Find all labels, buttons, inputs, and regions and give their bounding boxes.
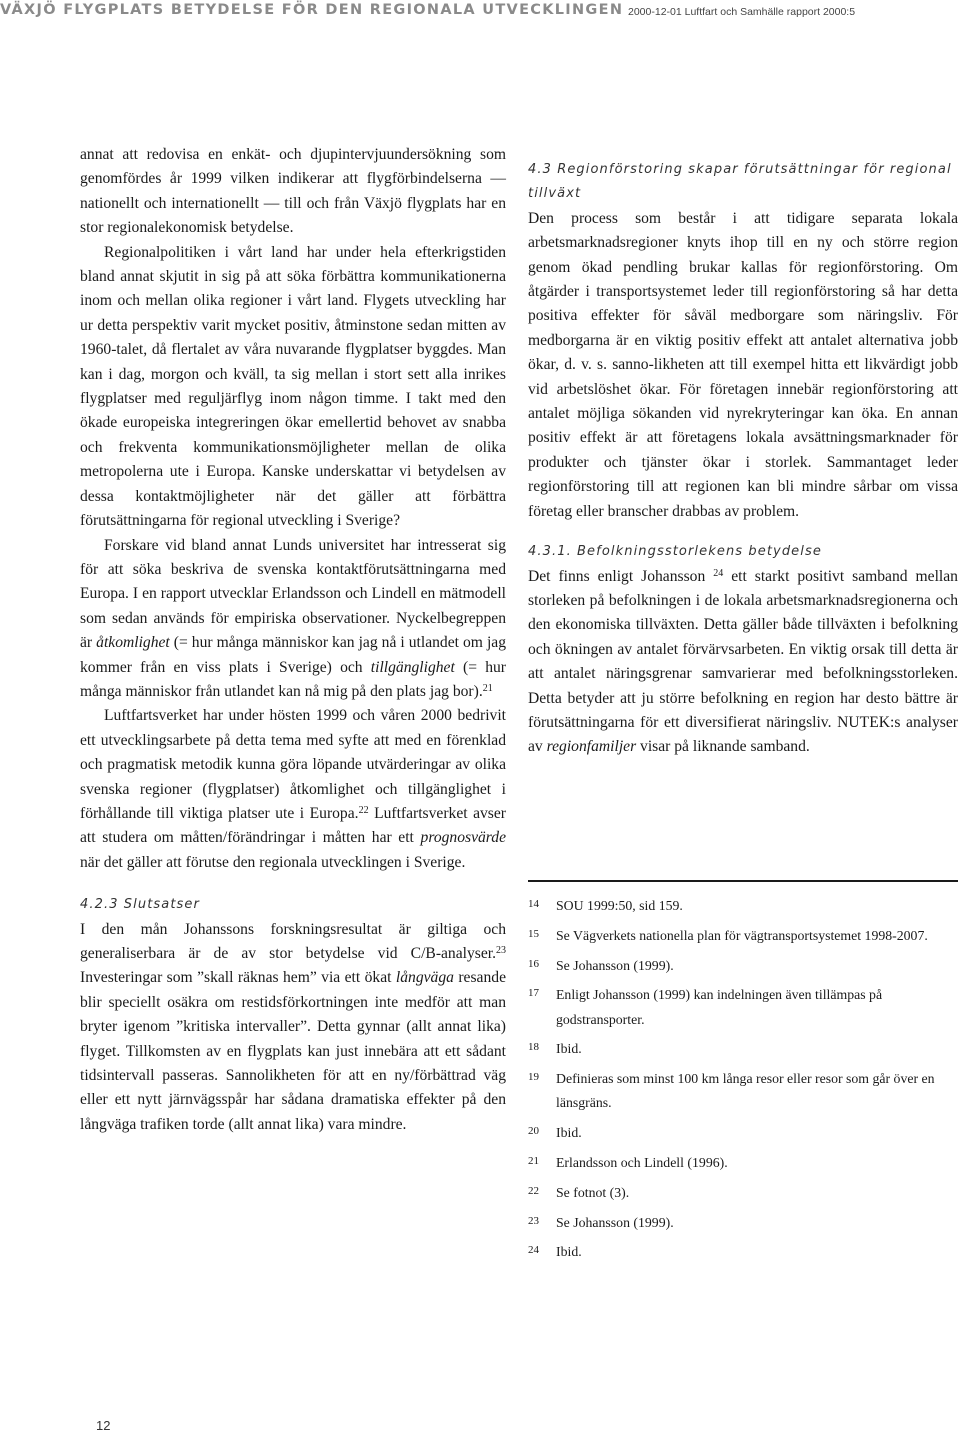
- paragraph: Den process som består i att tidigare separata lokala arbetsmarknadsregioner knyts ihop till en ny och större region genom ökad pendling brukar kallas för regionförstoring. Om åtgärder i transportsystemet leder till regionförstoring så har detta positiva effekter för såväl medborgare som näringsliv. För medborgarna är en viktig positiv effekt att antalet alternativa jobb ökar, d. v. s. sanno-likheten att till exempel hitta ett likvärdigt jobb vid arbetslöshet ökar. För företagen innebär regionförstoring att antalet möjliga sökanden vid nyrekryteringar kan öka. En annan positiv effekt är att företagens lokala avsättningsmarknader för produkter och tjänster ökar i storlek. Sammantaget leder regionförstoring till att regionen kan bli mindre sårbar om vissa företag eller branscher drabbas av problem.: [528, 209, 958, 520]
- footnote: 16 Se Johansson (1999).: [528, 957, 674, 973]
- paragraph: annat att redovisa en enkät- och djupintervjuundersökning som genomfördes år 1999 vilken indikerar att flygförbindelserna — nationellt och internationellt — till och från Växjö flygplats har en stor regionalekonomisk betydelse.: [80, 146, 506, 237]
- footnote: 24 Ibid.: [528, 1244, 582, 1260]
- section-heading: 4.3 Regionförstoring skapar förutsättningar för regional tillväxt: [528, 162, 952, 202]
- footnote-ref: 21: [482, 682, 493, 694]
- right-column: [528, 158, 958, 760]
- paragraph: Det finns enligt Johansson $^{24}$ ett starkt positivt samband mellan storleken på befolkningen i de lokala arbetsmarknadsregionerna och den ekonomiska tillväxten. Detta gäller både tillväxten i befolkning och ökningen av antalet förvärvsarbeten. En viktig orsak till detta är att antalet näringsgrenar samvarierar med befolkningsstorleken. Detta betyder att ju större befolkning en region har desto bättre är förutsättningarna för ett diversifierat näringsliv. NUTEK:s analyser av regionfamiljer visar på liknande samband.: [528, 567, 958, 756]
- term: prognosvärde: [420, 829, 506, 847]
- term: långväga: [395, 969, 454, 987]
- footnote: 21 Erlandsson och Lindell (1996).: [528, 1154, 728, 1170]
- footnote-divider: [528, 880, 958, 882]
- header-meta: 2000-12-01 Luftfart och Samhälle rapport 2000:5: [628, 6, 856, 18]
- footnote: 17 Enligt Johansson (1999) kan indelningen även tillämpas på godstransporter.: [528, 987, 883, 1027]
- footnote-ref: 24: [713, 567, 724, 579]
- paragraph: Luftfartsverket har under hösten 1999 och våren 2000 bedrivit ett utvecklingsarbete på detta tema med syfte att med en förenklad och pragmatisk metodik kunna göra löpande utvärderingar av olika svenska regioner (flygplatser) åtkomlighet och tillgänglighet i förhållande till viktiga platser ute i Europa.$^{22}$ Luftfartsverket avser att studera om måtten/förändringar i måtten har ett prognosvärde när det gäller att förutse den regionala utvecklingen i Sverige.: [80, 707, 506, 871]
- footnote: 20 Ibid.: [528, 1125, 582, 1141]
- paragraph: Regionalpolitiken i vårt land har under hela efterkrigstiden bland annat skjutit in sig på att söka förbättra kommunikationerna inom och mellan olika regioner i vårt land. Flygets utveckling har ur detta perspektiv varit mycket positiv, åtminstone sedan mitten av 1960-talet, då flertalet av våra nuvarande flygplatser byggdes. Man kan i dag, morgon och kväll, ta sig mellan i stort sett alla inrikes flygplatser med reguljärflyg inom någon timme. I takt med den ökade europeiska integreringen ökar emellertid behovet av snabba och frekventa kommunikationsmöjligheter mellan de olika metropolerna ute i Europa. Kanske underskattar vi betydelsen av dessa kontaktmöjligheter när det gäller att förbättra förutsättningarna för regional utveckling i Sverige?: [80, 243, 506, 530]
- page-number: 12: [96, 1418, 111, 1433]
- footnotes: [528, 894, 958, 1270]
- footnote: 14 SOU 1999:50, sid 159.: [528, 898, 683, 913]
- left-column: [80, 143, 506, 1137]
- paragraph: I den mån Johanssons forskningsresultat är giltiga och generaliserbara är de av stor betydelse vid C/B-analyser.$^{23}$ Investeringar som ”skall räknas hem” via ett ökat långväga resande blir speciellt osäkra om restidsförkortningen inte medför att man bryter igenom ”kritiska intervaller”. Detta gynnar (allt annat lika) flyget. Tillkomsten av en flygplats kan just innebära att ett sådant tidsintervall passeras. Sannolikheten för att en ny/förbättrad väg eller ett nytt järnvägsspår har sådana dramatiska effekter på den långväga trafiken torde (allt annat lika) vara mindre.: [80, 920, 506, 1133]
- header-title: VÄXJÖ FLYGPLATS BETYDELSE FÖR DEN REGIONALA UTVECKLINGEN: [0, 2, 624, 18]
- subsection-heading: 4.3.1. Befolkningsstorlekens betydelse: [528, 544, 822, 560]
- footnote: 23 Se Johansson (1999).: [528, 1214, 674, 1230]
- term: regionfamiljer: [546, 738, 637, 756]
- paragraph: Forskare vid bland annat Lunds universitet har intresserat sig för att söka beskriva de svenska kontaktförutsättningarna med Europa. I en rapport utvecklar Erlandsson och Lindell en mätmodell som sedan används för empiriska observationer. Nyckelbegreppen är åtkomlighet (= hur många människor kan jag nå i utlandet om jag kommer från en viss plats i Sverige) och tillgänglighet (= hur många människor från utlandet kan nå mig på den plats jag bor).$^{21}$: [80, 536, 506, 700]
- footnote: 15 Se Vägverkets nationella plan för vägtransportsystemet 1998-2007.: [528, 927, 928, 943]
- footnote: 18 Ibid.: [528, 1041, 582, 1057]
- term: åtkomlighet: [96, 634, 170, 652]
- footnote: 22 Se fotnot (3).: [528, 1184, 630, 1200]
- footnote: 19 Definieras som minst 100 km långa resor eller resor som går över en länsgräns.: [528, 1071, 935, 1111]
- running-header: [0, 0, 960, 26]
- footnote-ref: 23: [496, 945, 506, 956]
- term: tillgänglighet: [370, 658, 455, 676]
- footnote-ref: 22: [358, 804, 369, 816]
- section-heading: 4.2.3 Slutsatser: [80, 897, 200, 913]
